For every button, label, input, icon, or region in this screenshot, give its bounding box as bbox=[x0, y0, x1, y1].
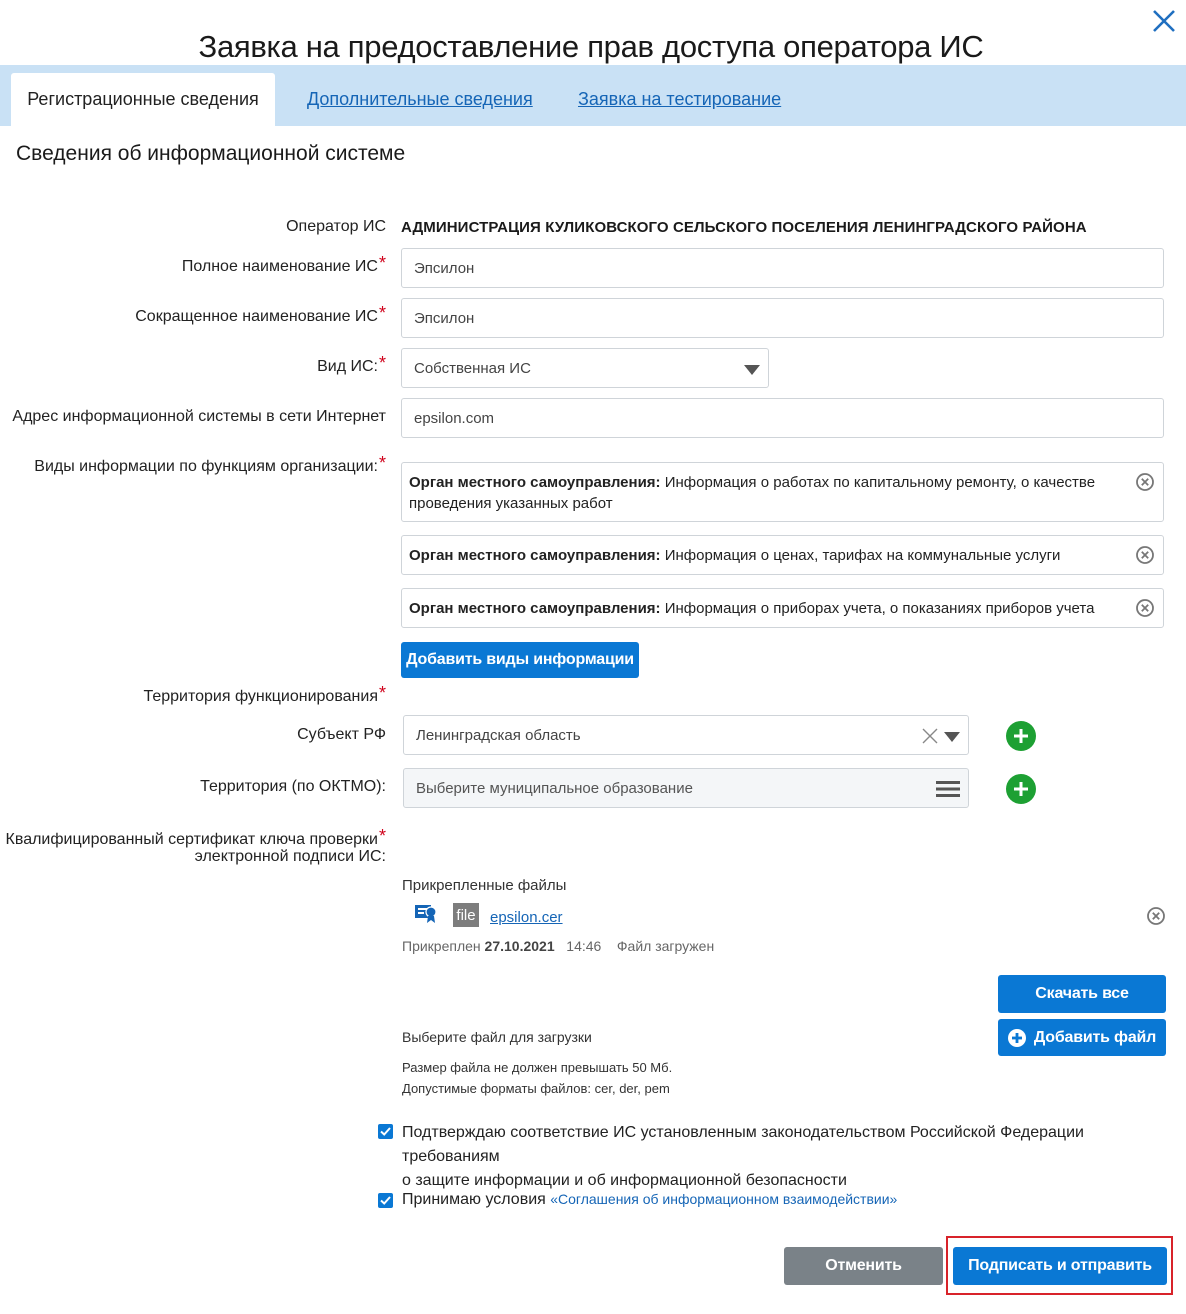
file-type-badge: file bbox=[453, 903, 479, 927]
info-types-label: Виды информации по функциям организации:* bbox=[34, 453, 386, 475]
confirm-checkbox[interactable] bbox=[378, 1124, 393, 1139]
section-title: Сведения об информационной системе bbox=[16, 142, 406, 165]
tab-additional[interactable]: Дополнительные сведения bbox=[307, 89, 533, 109]
info-type-chip bbox=[401, 535, 1164, 575]
kind-select[interactable] bbox=[401, 348, 769, 388]
cancel-button[interactable]: Отменить bbox=[784, 1247, 943, 1285]
info-type-chip bbox=[401, 462, 1164, 522]
add-info-types-button[interactable]: Добавить виды информации bbox=[401, 642, 639, 678]
tab-testing[interactable]: Заявка на тестирование bbox=[578, 89, 782, 109]
chip-text: Информация о приборах учета, о показаниях приборов учета bbox=[664, 600, 1095, 617]
chip-prefix: Орган местного самоуправления: bbox=[409, 547, 661, 564]
territory-label: Территория функционирования* bbox=[143, 683, 386, 705]
confirm-text: Подтверждаю соответствие ИС установленным законодательством Российской Федерации требованиям о защите информации и об информационной безопасности bbox=[402, 1124, 1084, 1189]
tab-bar bbox=[0, 65, 1186, 126]
short-name-label: Сокращенное наименование ИС* bbox=[135, 303, 386, 325]
oktmo-select[interactable] bbox=[403, 768, 969, 808]
certificate-label-line2: электронной подписи ИС: bbox=[194, 848, 386, 865]
oktmo-label: Территория (по ОКТМО): bbox=[200, 778, 386, 795]
kind-label: Вид ИС:* bbox=[317, 353, 386, 375]
address-label: Адрес информационной системы в сети Интернет bbox=[12, 408, 386, 425]
chevron-down-icon bbox=[744, 365, 760, 375]
sign-and-submit-button[interactable]: Подписать и отправить bbox=[953, 1247, 1167, 1285]
attached-files-title: Прикрепленные файлы bbox=[402, 877, 567, 894]
oktmo-placeholder: Выберите муниципальное образование bbox=[416, 779, 693, 797]
remove-icon[interactable] bbox=[1135, 472, 1155, 492]
download-all-button[interactable]: Скачать все bbox=[998, 975, 1166, 1013]
menu-icon[interactable] bbox=[936, 780, 960, 798]
close-icon[interactable] bbox=[1148, 5, 1180, 37]
chip-prefix: Орган местного самоуправления: bbox=[409, 600, 661, 617]
kind-select-value: Собственная ИС bbox=[414, 359, 531, 377]
chevron-down-icon bbox=[944, 732, 960, 742]
add-file-button[interactable] bbox=[998, 1019, 1166, 1056]
formats-hint: Допустимые форматы файлов: cer, der, pem bbox=[402, 1081, 670, 1096]
short-name-input[interactable]: Эпсилон bbox=[401, 298, 1164, 338]
certificate-icon bbox=[414, 903, 438, 925]
operator-value: АДМИНИСТРАЦИЯ КУЛИКОВСКОГО СЕЛЬСКОГО ПОСЕЛЕНИЯ ЛЕНИНГРАДСКОГО РАЙОНА bbox=[401, 219, 1087, 236]
clear-icon[interactable] bbox=[922, 728, 938, 744]
add-subject-icon[interactable] bbox=[1006, 721, 1036, 751]
accept-checkbox[interactable] bbox=[378, 1193, 393, 1208]
accept-text: Принимаю условия «Соглашения об информационном взаимодействии» bbox=[402, 1191, 898, 1208]
agreement-link[interactable]: «Соглашения об информационном взаимодействии» bbox=[550, 1191, 898, 1207]
size-hint: Размер файла не должен превышать 50 Мб. bbox=[402, 1060, 673, 1075]
chip-prefix: Орган местного самоуправления: bbox=[409, 474, 661, 491]
file-link[interactable]: epsilon.cer bbox=[490, 909, 563, 926]
chip-text: Информация о ценах, тарифах на коммунальные услуги bbox=[664, 547, 1061, 564]
info-type-chip bbox=[401, 588, 1164, 628]
operator-label: Оператор ИС bbox=[286, 218, 386, 235]
attached-info: Прикреплен 27.10.2021 14:46 Файл загружен bbox=[402, 938, 715, 954]
remove-icon[interactable] bbox=[1135, 598, 1155, 618]
choose-file-text: Выберите файл для загрузки bbox=[402, 1029, 592, 1045]
remove-file-icon[interactable] bbox=[1146, 906, 1166, 926]
subject-select-value: Ленинградская область bbox=[416, 726, 581, 744]
add-oktmo-icon[interactable] bbox=[1006, 774, 1036, 804]
subject-label: Субъект РФ bbox=[297, 726, 386, 743]
full-name-label: Полное наименование ИС* bbox=[181, 253, 386, 275]
tab-registration[interactable]: Регистрационные сведения bbox=[11, 73, 275, 126]
plus-circle-icon bbox=[1008, 1029, 1026, 1047]
remove-icon[interactable] bbox=[1135, 545, 1155, 565]
address-input[interactable]: epsilon.com bbox=[401, 398, 1164, 438]
full-name-input[interactable]: Эпсилон bbox=[401, 248, 1164, 288]
chip-text: Информация о работах по капитальному ремонту, о качестве проведения указанных работ bbox=[409, 474, 1096, 512]
add-file-label: Добавить файл bbox=[1033, 1028, 1157, 1046]
dialog-title: Заявка на предоставление прав доступа оператора ИС bbox=[198, 29, 984, 64]
subject-select[interactable] bbox=[403, 715, 969, 755]
certificate-label-line1: Квалифицированный сертификат ключа проверки* bbox=[5, 826, 386, 848]
